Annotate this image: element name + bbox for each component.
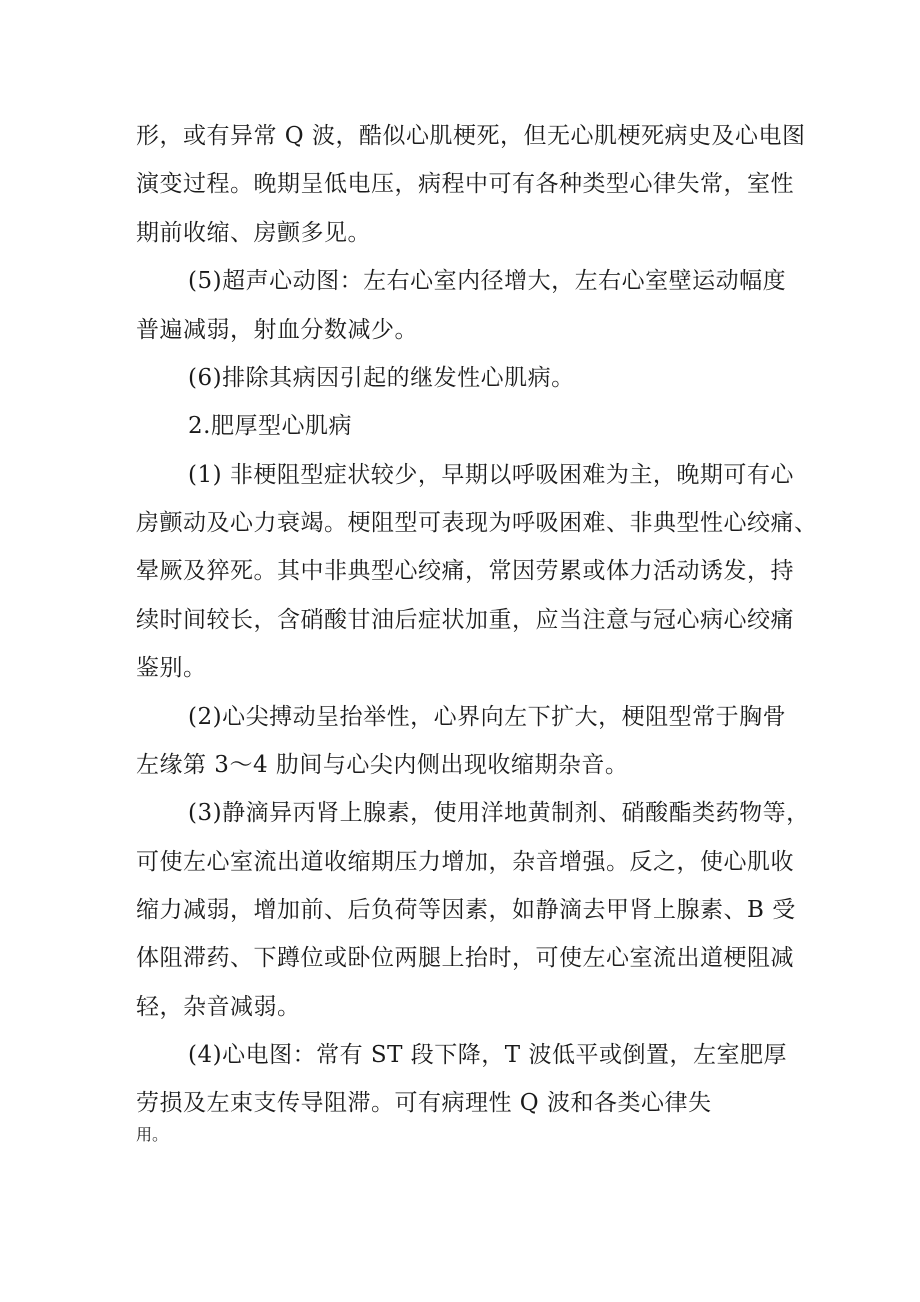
text-line-19: 轻，杂音减弱。 [136,994,301,1020]
text-line-1: 形，或有异常 Q 波，酷似心肌梗死，但无心肌梗死病史及心电图 [136,123,806,149]
text-line-3: 期前收缩、房颤多见。 [136,220,371,246]
text-line-12: 鉴别。 [136,655,207,681]
text-line-13: (2)心尖搏动呈抬举性，心界向左下扩大，梗阻型常于胸骨 [188,704,787,730]
text-line-5: 普遍减弱，射血分数减少。 [136,317,418,343]
text-line-11: 续时间较长，含硝酸甘油后症状加重，应当注意与冠心病心绞痛 [136,607,794,633]
text-line-6: (6)排除其病因引起的继发性心肌病。 [188,365,575,391]
text-line-18: 体阻滞药、下蹲位或卧位两腿上抬时，可使左心室流出道梗阻减 [136,945,794,971]
text-line-10: 晕厥及猝死。其中非典型心绞痛，常因劳累或体力活动诱发，持 [136,558,794,584]
text-line-8: (1) 非梗阻型症状较少，早期以呼吸困难为主，晚期可有心 [188,462,794,488]
text-line-14: 左缘第 3～4 肋间与心尖内侧出现收缩期杂音。 [136,752,629,778]
text-line-2: 演变过程。晚期呈低电压，病程中可有各种类型心律失常，室性 [136,171,794,197]
text-line-21: 劳损及左束支传导阻滞。可有病理性 Q 波和各类心律失 [136,1090,712,1116]
text-line-16: 可使左心室流出道收缩期压力增加，杂音增强。反之，使心肌收 [136,849,794,875]
text-line-17: 缩力减弱，增加前、后负荷等因素，如静滴去甲肾上腺素、B 受 [136,897,796,923]
section-heading: 2.肥厚型心肌病 [188,413,352,439]
text-line-20: (4)心电图：常有 ST 段下降，T 波低平或倒置，左室肥厚 [188,1042,787,1068]
text-line-9: 房颤动及心力衰竭。梗阻型可表现为呼吸困难、非典型性心绞痛、 [136,510,818,536]
text-line-4: (5)超声心动图：左右心室内径增大，左右心室壁运动幅度 [188,268,787,294]
text-line-15: (3)静滴异丙肾上腺素，使用洋地黄制剂、硝酸酯类药物等， [188,800,810,826]
trailing-text: 用。 [136,1125,169,1144]
